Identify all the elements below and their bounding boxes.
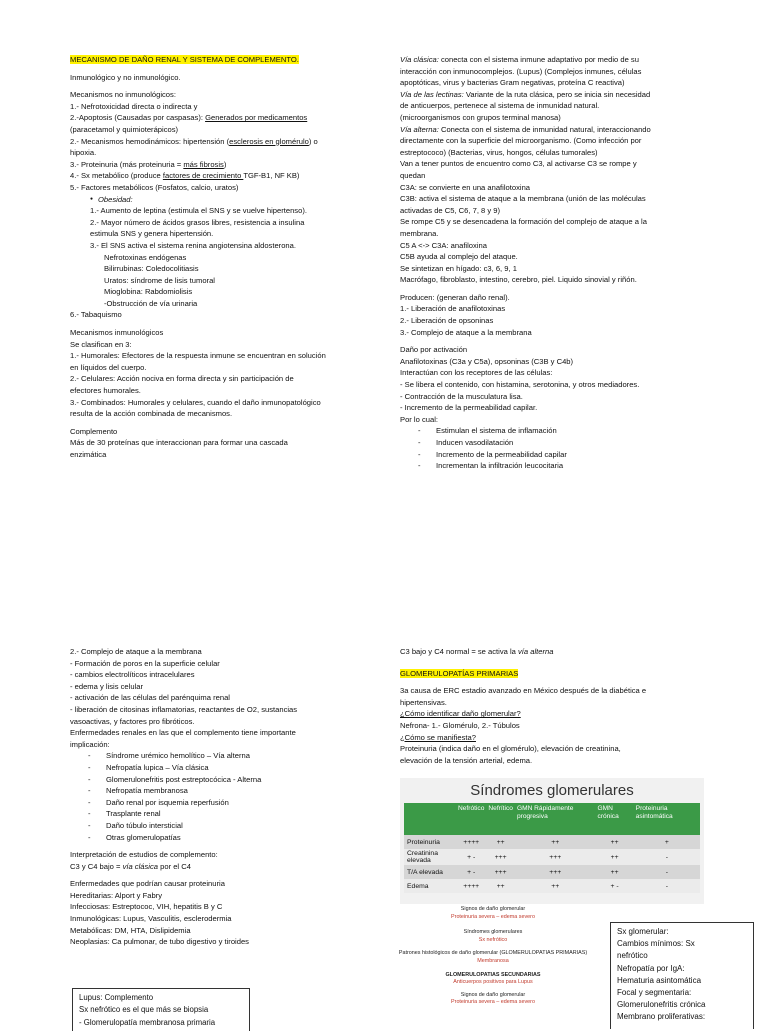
text-line: Nefropatía por IgA: [617, 963, 685, 973]
fig-text: Patrones histológicos de daño glomerular (GLOMERULOPATIAS PRIMARIAS) [398, 950, 588, 957]
text-line: - edema y lisis celular [70, 681, 144, 691]
text-line: Más de 30 proteínas que interaccionan para formar una cascada [70, 438, 288, 448]
table-cell: + - [596, 879, 634, 893]
table-title: Síndromes glomerulares [470, 782, 634, 799]
text-line: C3 y C4 bajo = vía clásica por el C4 [70, 861, 191, 871]
text-line: 3.- Combinados: Humorales y celulares, cuando el daño inmunopatológico [70, 397, 321, 407]
text-line: Por lo cual: [400, 414, 438, 424]
list-item: - Daño túbulo intersticial [70, 820, 370, 832]
text-line: de anticuerpos, pertenece al sistema de inmunidad natural. [400, 101, 600, 111]
text-line: hipertensivas. [400, 697, 447, 707]
table-header-cell: Nefrótico [456, 803, 486, 835]
text-line: estimula SNS y genera hipertensión. [90, 229, 214, 239]
fig-text: GLOMERULOPATIAS SECUNDARIAS [445, 971, 541, 978]
list-item: - Inducen vasodilatación [400, 437, 712, 449]
text-line: Sx glomerular: [617, 927, 669, 936]
text-line: - Incremento de la permeabilidad capilar. [400, 403, 538, 413]
table-cell: + - [456, 865, 486, 879]
text-line: 1.- Aumento de leptina (estimula el SNS y se vuelve hipertenso). [90, 206, 307, 216]
right-top-column [400, 54, 712, 472]
text-line: 3.- Proteinuria (más proteinuria = más fibrosis) [70, 159, 227, 169]
table-cell: ++ [486, 835, 515, 849]
fig-text: Proteinuria severa – edema severo [451, 999, 535, 1006]
text-line: Interactúan con los receptores de las células: [400, 368, 553, 378]
text-line: Se clasifican en 3: [70, 339, 132, 349]
text-line: (paracetamol y quimioterápicos) [70, 124, 179, 134]
table-cell: +++ [486, 849, 515, 865]
section-title: GLOMERULOPATÍAS PRIMARIAS [400, 668, 519, 678]
text-line: efectores humorales. [70, 386, 141, 396]
text-line: hipoxia. [70, 148, 97, 158]
text-line: 1.- Nefrotoxicidad directa o indirecta y [70, 101, 198, 111]
text-line: Macrófago, fibroblasto, intestino, cerebro, piel. Liquido sinovial y riñón. [400, 275, 637, 285]
text-line: activadas de C5, C6, 7, 8 y 9) [400, 205, 501, 215]
intro-line: Inmunológico y no inmunológico. [70, 72, 181, 82]
fig-text: Sx nefrótico [478, 936, 508, 943]
text-line: Metabólicas: DM, HTA, Dislipidemia [70, 925, 191, 935]
text-line: Focal y segmentaria: [617, 988, 692, 998]
list-item: - Incremento de la permeabilidad capilar [400, 449, 712, 461]
glomerular-damage-diagram [386, 906, 600, 1024]
text-line: 2.- Mecanismos hemodinámicos: hipertensión (esclerosis en glomérulo) o [70, 136, 318, 146]
text-line: C3A: se convierte en una anafilotoxina [400, 182, 531, 192]
text-line: 2.- Mayor número de ácidos grasos libres, resistencia a insulina [90, 217, 305, 227]
fig-text: Membranosa [477, 957, 509, 964]
text-line: Enfermedades renales en las que el complemento tiene importante [70, 728, 296, 738]
left-bottom-column [70, 646, 370, 948]
text-line: 2.- Liberación de opsoninas [400, 316, 494, 326]
left-top-column [70, 54, 370, 461]
fig-text: Proteinuria severa – edema severo [451, 913, 535, 920]
list-item: - Nefropatía membranosa [70, 785, 370, 797]
text-line: Proteinuria (indica daño en el glomérulo), elevación de creatinina, [400, 744, 621, 754]
text-line: Nefrona- 1.- Glomérulo, 2.- Túbulos [400, 720, 520, 730]
text-line: - Formación de poros en la superficie celular [70, 658, 220, 668]
table-cell: +++ [515, 849, 596, 865]
table-cell: - [634, 865, 700, 879]
text-line: quedan [400, 170, 426, 180]
text-line: Se rompe C5 y se desencadena la formación del complejo de ataque a la [400, 217, 647, 227]
damage-heading: Daño por activación [400, 345, 468, 355]
text-line: Mioglobina: Rabdomiolisis [104, 287, 193, 297]
table-cell: T/A elevada [404, 865, 456, 879]
list-item: - Incrementan la infiltración leucocitaria [400, 460, 712, 472]
text-line: Enfermedades que podrían causar proteinuria [70, 879, 225, 889]
table-row [404, 835, 700, 849]
table-cell: ++ [596, 835, 634, 849]
text-line: directamente con la superficie del microorganismo. (Como infección por [400, 136, 642, 146]
sx-glomerular-box [610, 922, 754, 1029]
table-cell: ++++ [456, 879, 486, 893]
text-line: 3.- El SNS activa el sistema renina angiotensina aldosterona. [90, 240, 296, 250]
table-header-cell [404, 803, 456, 835]
table-cell: +++ [515, 865, 596, 879]
no-inmuno-heading: Mecanismos no inmunológicos: [70, 90, 176, 100]
text-line: 1.- Liberación de anafilotoxinas [400, 304, 506, 314]
text-line: Uratos: síndrome de lisis tumoral [104, 275, 215, 285]
text-line: - Se libera el contenido, con histamina, serotonina, y otros mediadores. [400, 380, 640, 390]
text-line: vasoactivas, y factores pro fibróticos. [70, 716, 195, 726]
list-item: - Síndrome urémico hemolítico – Vía alterna [70, 750, 370, 762]
fig-text: Síndromes glomerulares [463, 929, 523, 936]
list-item: - Otras glomerulopatías [70, 832, 370, 844]
table-header-cell: Proteinuria asintomática [634, 803, 700, 835]
right-bottom-column [400, 646, 712, 766]
text-line: Inmunológicas: Lupus, Vasculitis, esclerodermia [70, 914, 232, 924]
table-cell: ++ [515, 835, 596, 849]
text-line: C5 A <-> C3A: anafiloxina [400, 240, 487, 250]
obesity-bullet: ● Obesidad: [70, 194, 370, 206]
table-cell: - [634, 879, 700, 893]
table-row [404, 865, 700, 879]
list-item: - Trasplante renal [70, 808, 370, 820]
text-line: Hereditarias: Alport y Fabry [70, 890, 163, 900]
text-line: estreptococo) (Bacterias, virus, hongos, células tumorales) [400, 147, 598, 157]
text-line: Se sintetizan en hígado: c3, 6, 9, 1 [400, 263, 517, 273]
text-line: Vía alterna: Conecta con el sistema de inmunidad natural, interaccionando [400, 124, 651, 134]
text-line: (microorganismos con grupos terminal manosa) [400, 112, 561, 122]
text-line: - cambios electrolíticos intracelulares [70, 670, 195, 680]
text-line: 6.- Tabaquismo [70, 310, 122, 320]
text-line: 4.- Sx metabólico (produce factores de crecimiento TGF-B1, NF KB) [70, 171, 300, 181]
text-line: Lupus: Complemento [79, 993, 154, 1002]
text-line: Vía de las lectinas: Variante de la ruta clásica, pero se inicia sin necesidad [400, 89, 651, 99]
fig-text: Anticuerpos positivos para Lupus [453, 979, 533, 986]
table-cell: ++++ [456, 835, 486, 849]
text-line: Sx nefrótico es el que más se biopsia [79, 1005, 209, 1015]
text-line: 5.- Factores metabólicos (Fosfatos, calcio, uratos) [70, 182, 239, 192]
text-line: Nefrotoxinas endógenas [104, 252, 187, 262]
text-line: implicación: [70, 739, 110, 749]
text-line: Anafilotoxinas (C3a y C5a), opsoninas (C3B y C4b) [400, 356, 574, 366]
text-line: Van a tener puntos de encuentro como C3, al activarse C3 se rompe y [400, 159, 637, 169]
text-line: Membrano proliferativas: [617, 1012, 706, 1022]
text-line: nefrótico [617, 951, 648, 961]
text-line: Bilirrubinas: Coledocolitiasis [104, 264, 199, 274]
text-line: 2.- Complejo de ataque a la membrana [70, 647, 202, 656]
text-line: 3.- Complejo de ataque a la membrana [400, 327, 532, 337]
text-line: - activación de las células del parénquima renal [70, 693, 230, 703]
table-cell: ++ [596, 849, 634, 865]
fig-text: Signos de daño glomerular [460, 991, 526, 998]
table-cell: + [634, 835, 700, 849]
text-line: resulta de la acción combinada de mecanismos. [70, 409, 233, 419]
syndromes-table [404, 803, 700, 893]
text-line: interacción con inmunocomplejos. (Lupus) (Complejos inmunes, células [400, 66, 642, 76]
table-row [404, 849, 700, 865]
section-title: MECANISMO DE DAÑO RENAL Y SISTEMA DE COMPLEMENTO. [70, 55, 299, 64]
text-line: C3 bajo y C4 normal = se activa la vía alterna [400, 647, 554, 656]
text-line: Vía clásica: conecta con el sistema inmune adaptativo por medio de su [400, 55, 639, 64]
text-line: 3a causa de ERC estadio avanzado en México después de la diabética e [400, 686, 647, 696]
text-line: ¿Cómo identificar daño glomerular? [400, 709, 521, 719]
table-cell: ++ [596, 865, 634, 879]
text-line: elevación de la tensión arterial, edema. [400, 755, 533, 765]
list-item: - Daño renal por isquemia reperfusión [70, 797, 370, 809]
text-line: ¿Cómo se manifiesta? [400, 732, 476, 742]
text-line: 2.-Apoptosis (Causadas por caspasas): Generados por medicamentos [70, 113, 308, 123]
text-line: en líquidos del cuerpo. [70, 362, 147, 372]
text-line: Neoplasias: Ca pulmonar, de tubo digestivo y tiroides [70, 937, 249, 947]
text-line: Hematuria asintomática [617, 975, 702, 985]
text-line: - Contracción de la musculatura lisa. [400, 391, 523, 401]
text-line: 2.- Celulares: Acción nociva en forma directa y sin participación de [70, 374, 294, 384]
text-line: Producen: (generan daño renal). [400, 292, 510, 302]
table-cell: + - [456, 849, 486, 865]
table-header-cell: GMN Rápidamente progresiva [515, 803, 596, 835]
text-line: enzimática [70, 450, 107, 459]
lupus-note-box [72, 988, 250, 1031]
text-line: -Obstrucción de vía urinaria [104, 298, 198, 308]
text-line: membrana. [400, 228, 439, 238]
table-cell: +++ [486, 865, 515, 879]
text-line: C3B: activa el sistema de ataque a la membrana (unión de las moléculas [400, 194, 646, 204]
table-header-cell: GMN crónica [596, 803, 634, 835]
glomerular-syndromes-table [400, 778, 704, 904]
text-line: 1.- Humorales: Efectores de la respuesta inmune se encuentran en solución [70, 351, 326, 361]
text-line: C5B ayuda al complejo del ataque. [400, 252, 518, 262]
text-line: Glomerulonefritis crónica [617, 1000, 706, 1010]
text-line: Infecciosas: Estreptococ, VIH, hepatitis B y C [70, 902, 223, 912]
inmuno-heading: Mecanismos inmunológicos [70, 328, 164, 338]
text-line: - liberación de citosinas inflamatorias, reactantes de O2, sustancias [70, 704, 298, 714]
table-cell: Creatinina elevada [404, 849, 456, 865]
table-header-cell: Nefrítico [486, 803, 515, 835]
text-line: apoptóticas, virus y bacterias Gram negativas, proteína C reactiva) [400, 78, 625, 88]
list-item: - Estimulan el sistema de inflamación [400, 425, 712, 437]
table-cell: Proteinuria [404, 835, 456, 849]
table-row [404, 879, 700, 893]
complement-heading: Complemento [70, 426, 118, 436]
text-line: Interpretación de estudios de complemento: [70, 850, 218, 860]
table-cell: Edema [404, 879, 456, 893]
list-item: - Glomerulonefritis post estreptocócica - Alterna [70, 774, 370, 786]
list-item: - Nefropatía lupica – Vía clásica [70, 762, 370, 774]
table-cell: ++ [486, 879, 515, 893]
table-cell: - [634, 849, 700, 865]
table-cell: ++ [515, 879, 596, 893]
fig-text: Signos de daño glomerular [460, 906, 526, 912]
text-line: Cambios mínimos: Sx [617, 939, 695, 949]
text-line: - Glomerulopatía membranosa primaria [79, 1017, 216, 1027]
